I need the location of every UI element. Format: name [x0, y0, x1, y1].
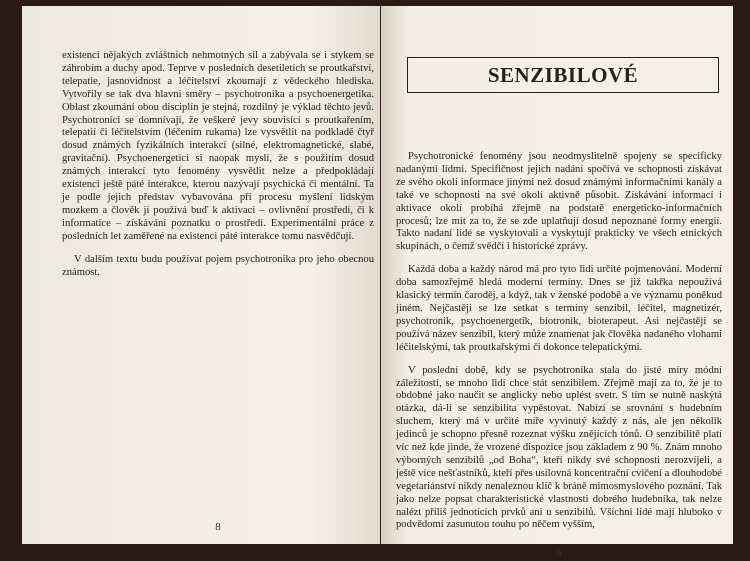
page-number: 8	[215, 521, 221, 533]
paragraph: V poslední době, kdy se psychotronika stala do jisté míry módní záležitostí, se mnoho lidí chce stát senzibilem. Zřejmě mají za to, že je to obdobné jako naučit se anglicky nebo uplést svetr. S tím se nutně naskýtá otázka, dá-li se senzibilita vypěstovat. Nabízí se srovnání s hudebním sluchem, který má v určité míře vyvinutý každý z nás, ale jen několik jedinců je schopno přesně rozeznat výšku znějících tónů. O senzibilitě platí víc než kde jinde, že vrozené dispozice jsou základem z 90 %. Znám mnoho výborných senzibilů „od Boha“, kteří nikdy své schopnosti nerozvíjeli, a ještě více nešťastníků, kteří přes usilovná koncentrační cvičení a dlouhodobé vegetariánství nikdy nenaleznou klíč k bráně mimosmyslového poznání. Tak jako nelze popsat charakteristické vlastnosti dobrého hudebníka, tak nelze nalézt příliš jednotících prvků ani u senzibilů. Všichni lidé mají hluboko v podvědomí zasunutou touhu po něčem vyšším,	[396, 364, 722, 531]
spacer	[62, 289, 372, 521]
page-number: 9	[556, 548, 562, 561]
left-page-text	[62, 50, 374, 289]
paragraph: Psychotronické fenomény jsou neodmyslitelně spojeny se specificky nadanými lidmi. Specifičnost jejich nadání spočívá ve schopnosti získávat ze svého okolí informace jinými než dosud známými informačními kanály a také ve schopnosti na své okolí aktivně působit. Získávání informací i aktivace okolí probíhá zřejmě na podstatě energeticko-informačních procesů; lze mít za to, že se zde uplatňují dosud nepoznané formy energií. Takto nadaní lidé se vyskytovali a vyskytují prakticky ve všech etnických skupinách, o čemž svědčí i historické zprávy.	[396, 151, 722, 253]
left-page	[22, 6, 380, 544]
right-page-text	[396, 151, 722, 542]
paragraph: V dalším textu budu používat pojem psychotronika pro jeho obecnou známost.	[62, 253, 374, 278]
paragraph: existenci nějakých zvláštních nehmotných sil a zabývala se i stykem se záhrobím a duchy apod. Teprve v posledních desetiletích se proutkařství, telepatie, jasnovidnost a léčitelství zkoumají z vědeckého hlediska. Vytvořily se tak dva hlavní směry – psychotronika a psychoenergetika. Oblast zkoumání obou disciplín je stejná, rozdílný je výklad těchto jevů. Psychotronici se domnívají, že veškeré jevy souvisící s proutkařením, telepatií či léčitelstvím (léčením rukama) lze vysvětlit na podkladě čtyř dosud známých fyzikálních interakcí (silné, elektromagnetické, slabé, gravitační). Psychoenergetici si naopak myslí, že s použitím dosud známých interakcí tyto fenomény vysvětlit nelze a předpokládají existenci ještě páté interakce, kterou nazývají psychická či mentální. Ta je podle jejich představ vybavována při procesu myšlení lidským mozkem a člověk ji používá buď k aktivaci – ovlivnění prostředí, či k informatice – získávání poznatku o prostředí. Experimentální práce z posledních let zaměřené na existenci páté interakce tomu nasvědčují.	[62, 50, 374, 242]
paragraph: Každá doba a každý národ má pro tyto lidi určité pojmenování. Moderní doba samozřejmě hledá moderní termíny. Dnes se již takřka nepoužívá klasický termín čaroděj, a když, tak v ženské podobě a ve významu poněkud jiném. Nejčastěji se lze setkat s termíny senzibil, léčitel, magnetizér, psychotronik, psychoenergetik, biotronik, bioterapeut. Asi nejčastěji se používá název senzibil, který může znamenat jak člověka nadaného vlohami léčitelskými, tak proutkařskými či dokonce telepatickými.	[396, 264, 722, 353]
right-page	[381, 6, 733, 561]
chapter-title: SENZIBILOVÉ	[407, 57, 719, 93]
